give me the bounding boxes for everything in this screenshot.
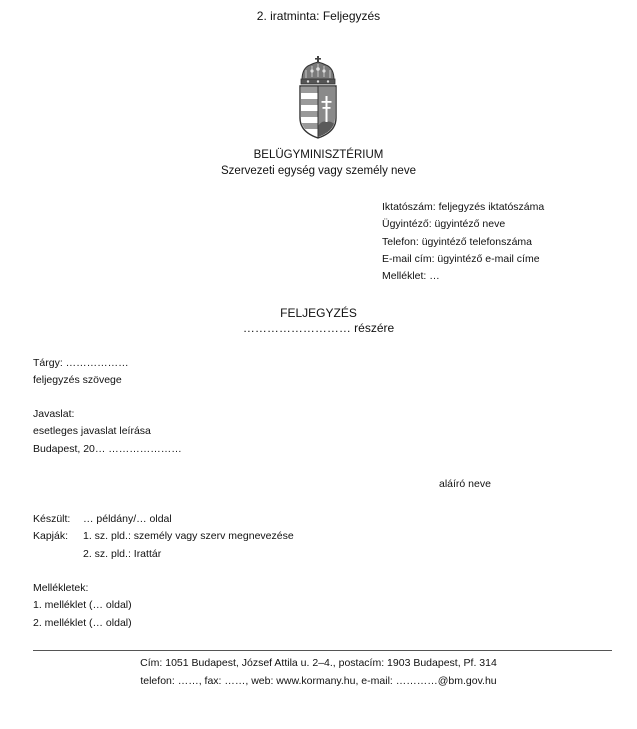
footer-divider <box>33 650 612 651</box>
administrator: Ügyintéző: ügyintéző neve <box>382 218 506 231</box>
document-metadata <box>382 199 544 285</box>
made-value: … példány/… oldal <box>83 513 172 525</box>
attachments-label: Mellékletek: <box>33 582 89 594</box>
place-date: Budapest, 20… ………………… <box>33 442 182 455</box>
hungarian-coat-of-arms-icon <box>296 56 340 140</box>
footer-address: Cím: 1051 Budapest, József Attila u. 2–4., postacím: 1903 Budapest, Pf. 314 <box>140 657 497 669</box>
footer-contact: telefon: ……, fax: ……, web: www.kormany.hu, e-mail: …………@bm.gov.hu <box>140 675 497 687</box>
signatory-name: aláíró neve <box>439 478 491 490</box>
recipients-label: Kapják: <box>33 530 69 543</box>
proposal-label: Javaslat: <box>33 408 75 420</box>
subject-section <box>33 355 129 390</box>
distribution-section <box>33 511 294 563</box>
made-label: Készült: <box>33 513 71 525</box>
ministry-name: BELÜGYMINISZTÉRIUM <box>253 149 384 161</box>
document-type-label: 2. iratminta: Feljegyzés <box>256 9 381 23</box>
attachment: Melléklet: … <box>382 270 440 283</box>
recipient-item: 1. sz. pld.: személy vagy szerv megnevezése <box>83 530 294 543</box>
phone: Telefon: ügyintéző telefonszáma <box>382 235 533 248</box>
subject-text: feljegyzés szövege <box>33 374 122 387</box>
email: E-mail cím: ügyintéző e-mail címe <box>382 252 540 265</box>
attachment-item: 2. melléklet (… oldal) <box>33 616 132 629</box>
attachment-item: 1. melléklet (… oldal) <box>33 599 132 612</box>
recipient-item: 2. sz. pld.: Irattár <box>83 547 162 560</box>
proposal-section <box>33 406 182 458</box>
reference-number: Iktatószám: feljegyzés iktatószáma <box>382 201 545 213</box>
document-heading: FELJEGYZÉS <box>280 306 357 320</box>
subject-label: Tárgy: ……………… <box>33 357 129 369</box>
proposal-text: esetleges javaslat leírása <box>33 425 151 438</box>
organizational-unit: Szervezeti egység vagy személy neve <box>221 165 416 177</box>
recipient-line: ……………………… részére <box>242 321 395 335</box>
attachments-section <box>33 580 132 632</box>
footer <box>0 654 637 690</box>
